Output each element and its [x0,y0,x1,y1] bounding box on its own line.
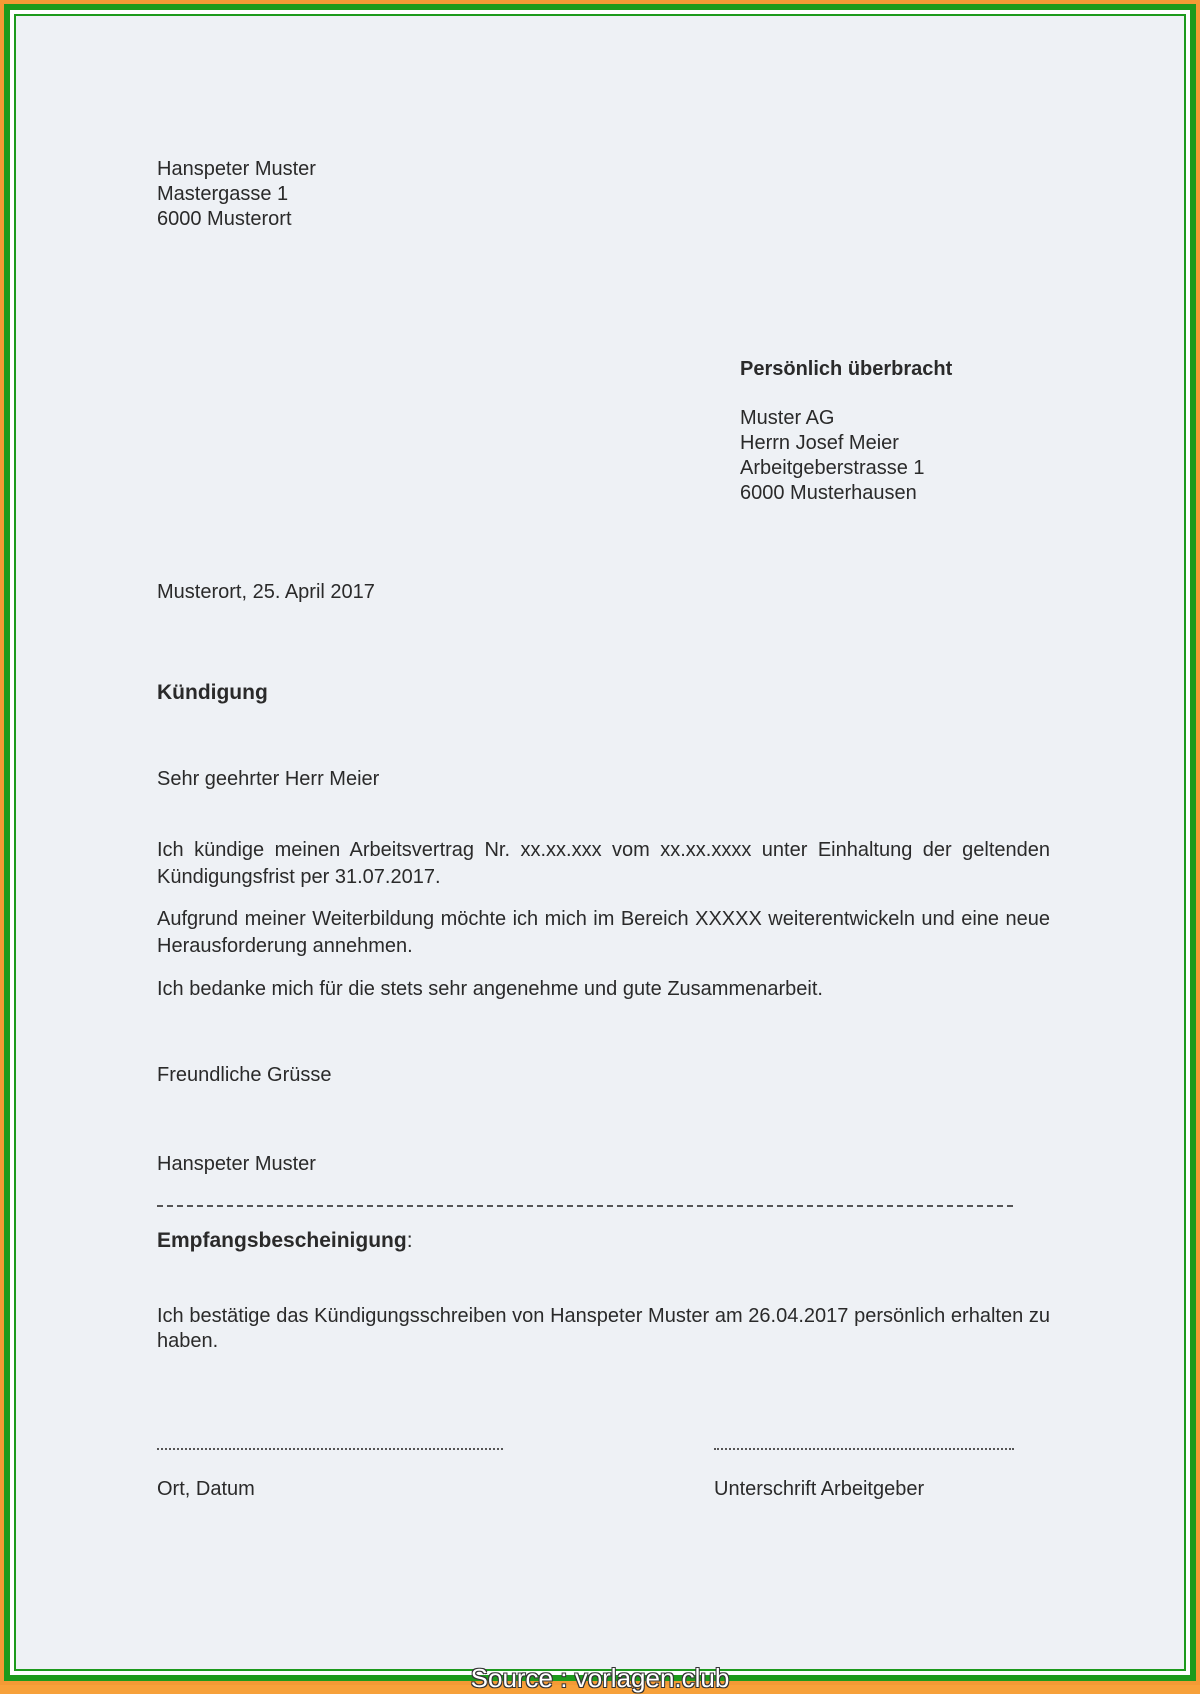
letter-page [14,14,1186,1693]
receipt-text: Ich bestätige das Kündigungsschreiben von Hanspeter Muster am 26.04.2017 persönlich erhalten zu haben. [157,1305,1050,1352]
separator-dashed-line [157,1205,1013,1207]
receipt-heading-label: Empfangsbescheinigung [157,1229,407,1252]
place-date: Musterort, 25. April 2017 [157,581,375,603]
sender-street: Mastergasse 1 [157,183,289,205]
subject-heading: Kündigung [157,681,268,704]
salutation: Sehr geehrter Herr Meier [157,768,380,790]
delivery-note: Persönlich überbracht [740,358,953,380]
recipient-company: Muster AG [740,407,835,429]
body-paragraph-3: Ich bedanke mich für die stets sehr angenehme und gute Zusammenarbeit. [157,978,823,1000]
signature-label: Unterschrift Arbeitgeber [714,1478,925,1500]
receipt-heading [157,1228,413,1253]
place-date-label: Ort, Datum [157,1478,255,1500]
recipient-person: Herrn Josef Meier [740,432,899,454]
closing: Freundliche Grüsse [157,1064,332,1086]
sender-city: 6000 Musterort [157,208,292,230]
receipt-heading-colon: : [406,1229,413,1252]
recipient-city: 6000 Musterhausen [740,482,917,504]
place-date-dotted-line [157,1448,503,1450]
body-paragraph-1: Ich kündige meinen Arbeitsvertrag Nr. xx.xx.xxx vom xx.xx.xxxx unter Einhaltung der geltenden Kündigungsfrist per 31.07.2017. [157,839,1050,888]
signature-name: Hanspeter Muster [157,1153,316,1175]
body-paragraph-2: Aufgrund meiner Weiterbildung möchte ich mich im Bereich XXXXX weiterentwickeln und eine neue Herausforderung annehmen. [157,908,1050,957]
white-frame [10,10,1190,1693]
recipient-street: Arbeitgeberstrasse 1 [740,457,925,479]
sender-name: Hanspeter Muster [157,158,316,180]
signature-dotted-line [714,1448,1014,1450]
source-watermark: Source : vorlagen.club [470,1663,730,1693]
green-frame [4,4,1196,1693]
